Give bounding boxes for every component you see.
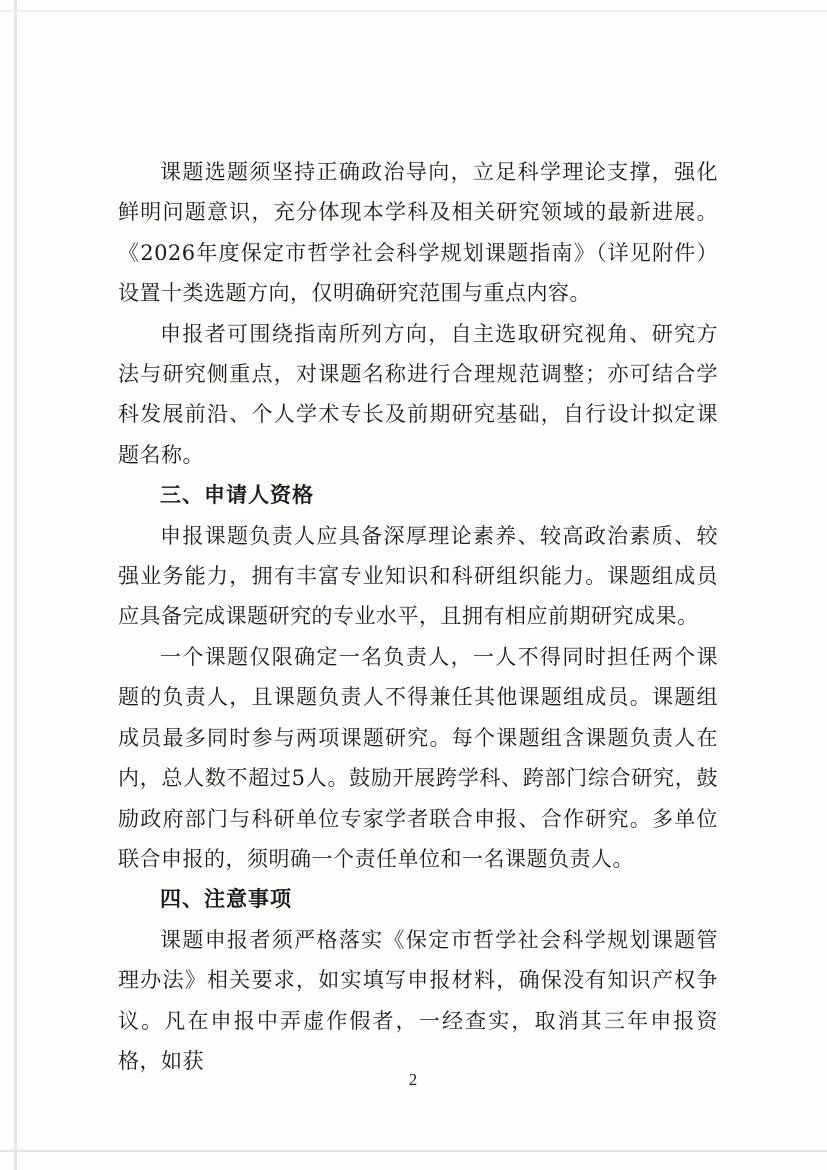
page-number: 2 [408,1070,418,1089]
document-body [118,152,718,1081]
scan-edge-bottom [0,1150,827,1152]
paragraph-leader-requirements: 申报课题负责人应具备深厚理论素养、较高政治素质、较强业务能力，拥有丰富专业知识和科研组织能力。课题组成员应具备完成课题研究的专业水平，且拥有相应前期研究成果。 [118,523,718,629]
section-heading-applicant-qualifications: 三、申请人资格 [160,483,314,508]
section-heading-notes: 四、注意事项 [160,887,292,912]
paragraph-integrity-requirements: 课题申报者须严格落实《保定市哲学社会科学规划课题管理办法》相关要求，如实填写申报材料，确保没有知识产权争议。凡在申报中弄虚作假者，一经查实，取消其三年申报资格，如获 [118,927,718,1073]
scan-edge-top [0,10,827,12]
paragraph-topic-adjustment: 申报者可围绕指南所列方向，自主选取研究视角、研究方法与研究侧重点，对课题名称进行合理规范调整；亦可结合学科发展前沿、个人学术专长及前期研究基础，自行设计拟定课题名称。 [118,321,718,467]
paragraph-topic-selection: 课题选题须坚持正确政治导向，立足科学理论支撑，强化鲜明问题意识，充分体现本学科及相关研究领域的最新进展。《2026年度保定市哲学社会科学规划课题指南》（详见附件）设置十类选题方向，仅明确研究范围与重点内容。 [118,160,718,306]
scan-edge-left [14,0,17,1170]
paragraph-team-rules: 一个课题仅限确定一名负责人，一人不得同时担任两个课题的负责人，且课题负责人不得兼任其他课题组成员。课题组成员最多同时参与两项课题研究。每个课题组含课题负责人在内，总人数不超过5人。鼓励开展跨学科、跨部门综合研究，鼓励政府部门与科研单位专家学者联合申报、合作研究。多单位联合申报的，须明确一个责任单位和一名课题负责人。 [118,644,718,871]
